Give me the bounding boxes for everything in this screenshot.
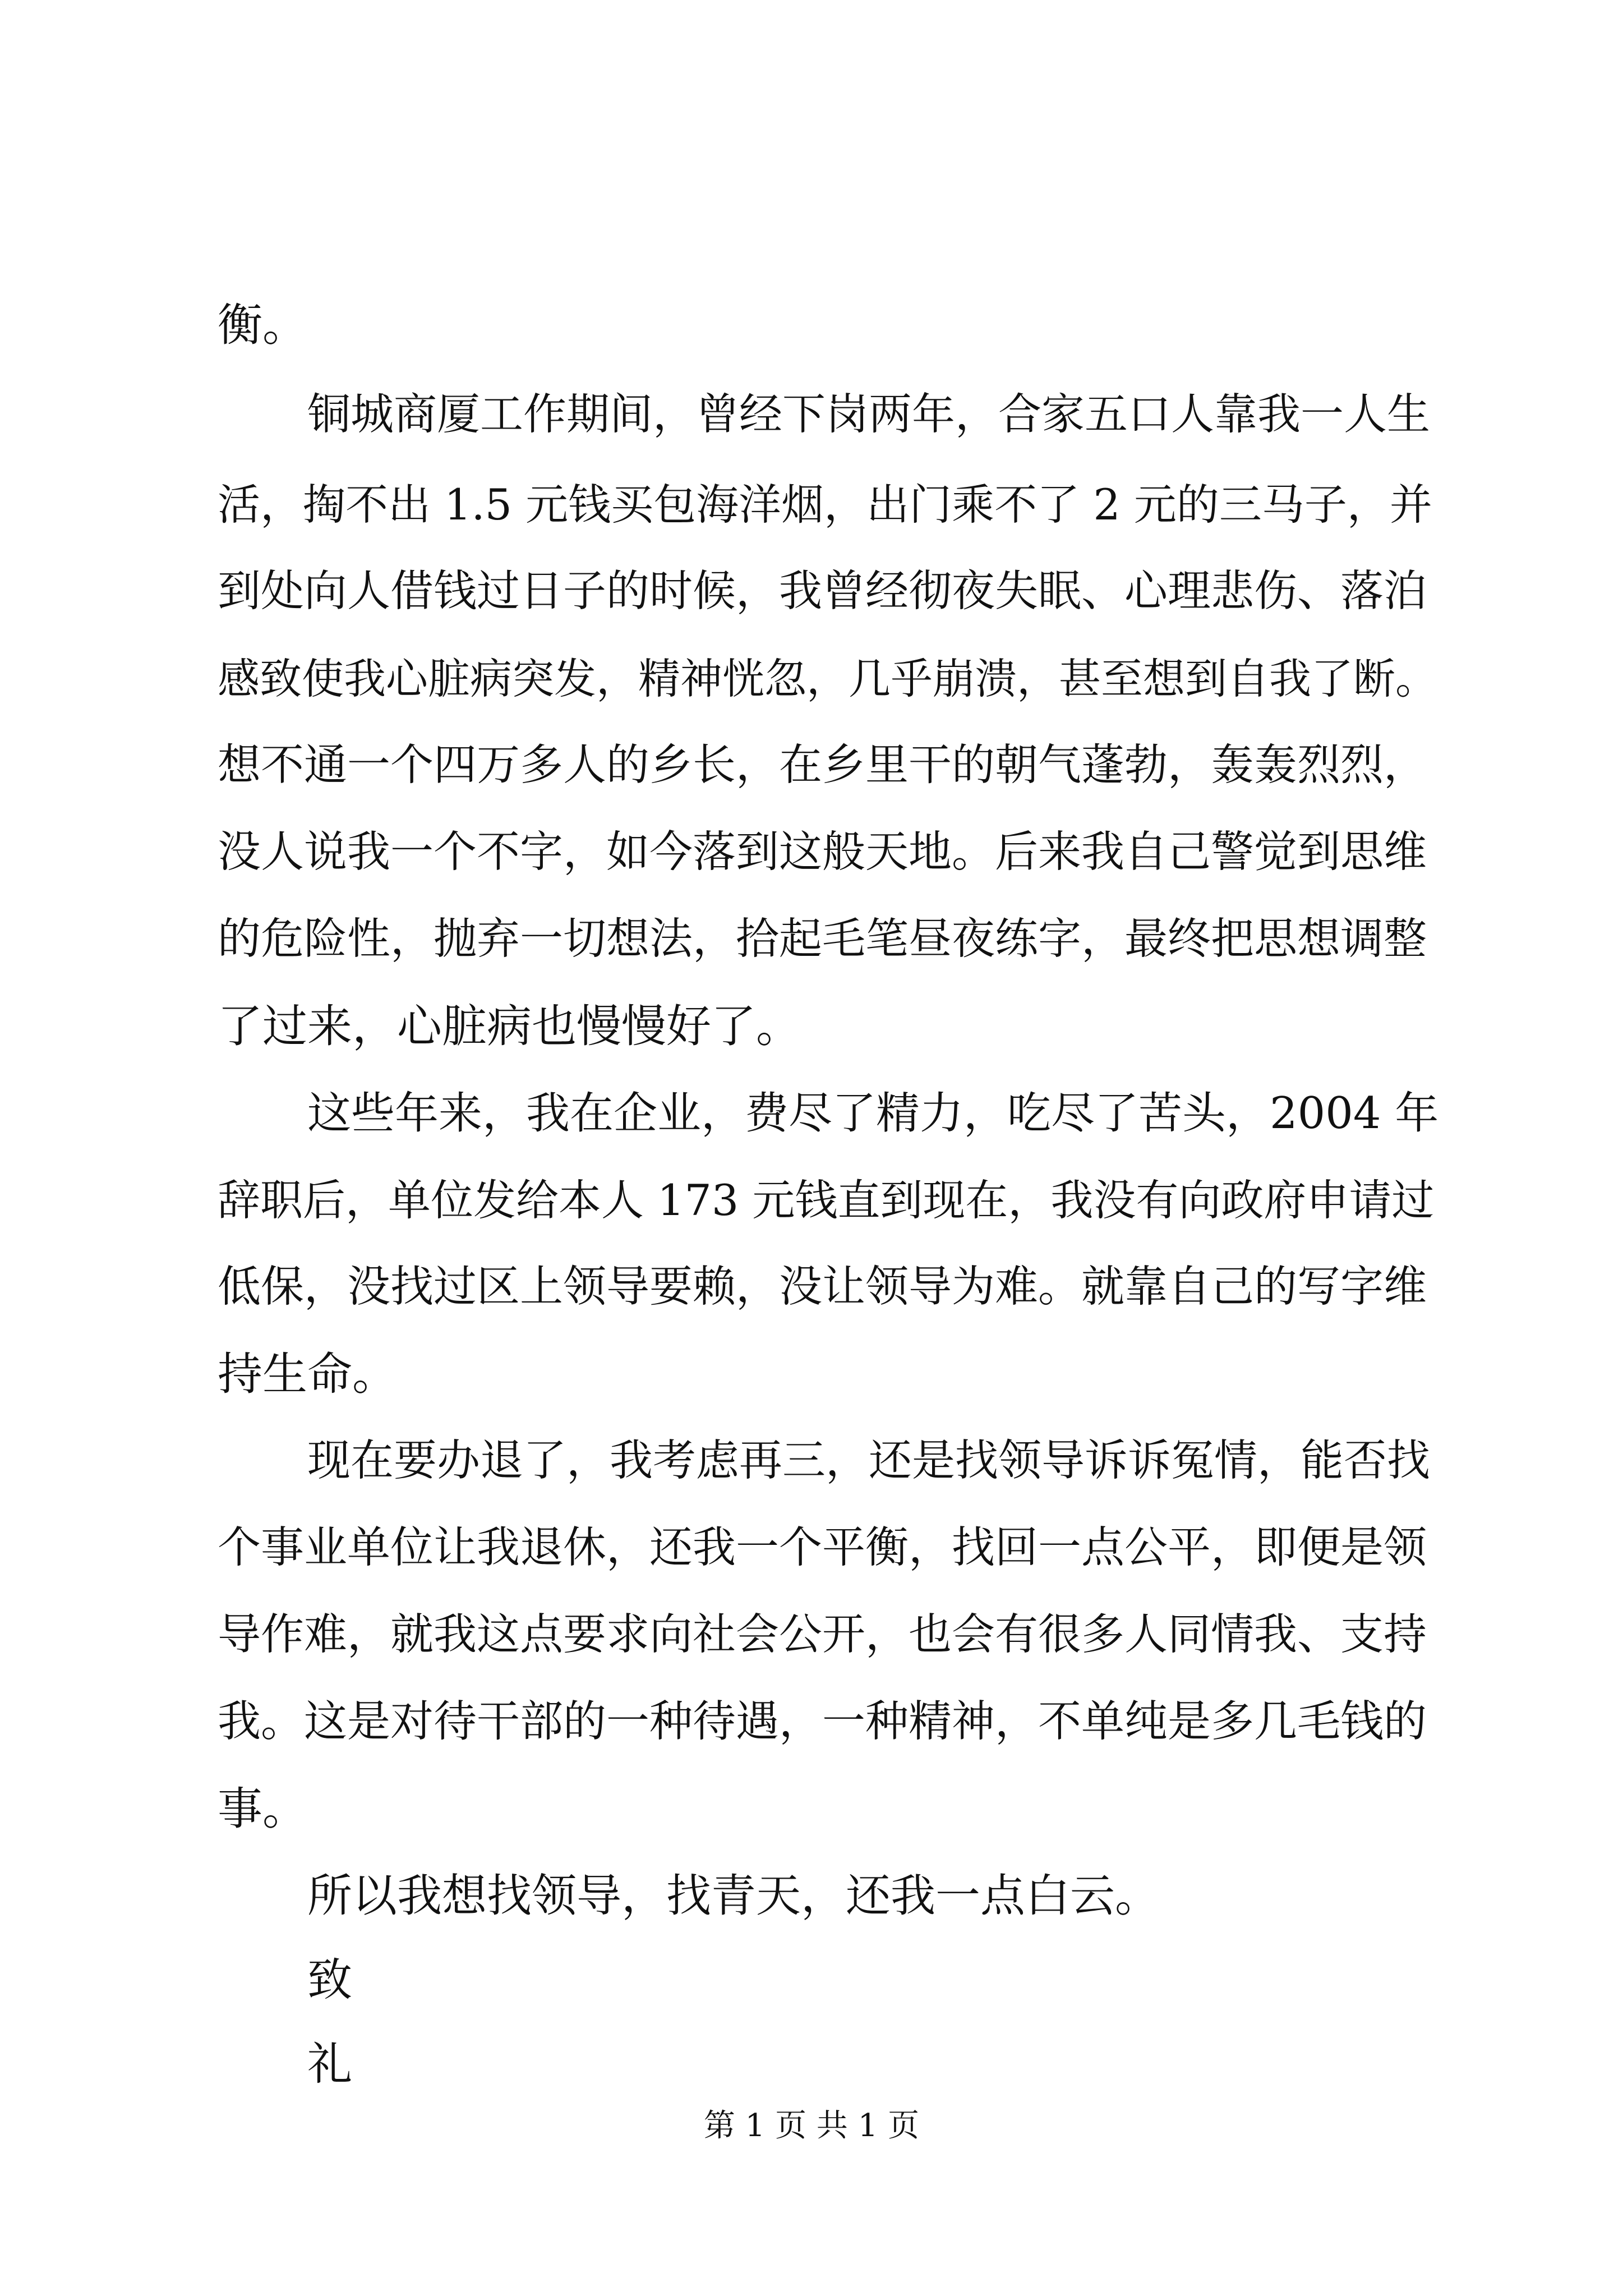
text-line: 现在要办退了，我考虑再三，还是找领导诉诉冤情，能否找 [307, 1436, 1430, 1486]
text-line: 持生命。 [218, 1348, 397, 1400]
text-line: 铜城商厦工作期间，曾经下岗两年，合家五口人靠我一人生 [307, 390, 1430, 440]
text-line: 礼 [307, 2038, 352, 2090]
text-line: 想不通一个四万多人的乡长，在乡里干的朝气蓬勃，轰轰烈烈， [218, 740, 1427, 790]
text-line: 所以我想找领导，找青天，还我一点白云。 [307, 1870, 1160, 1922]
text-line: 低保，没找过区上领导要赖，没让领导为难。就靠自己的写字维 [218, 1262, 1427, 1312]
text-line: 我。这是对待干部的一种待遇，一种精神，不单纯是多几毛钱的 [218, 1697, 1427, 1747]
text-line: 个事业单位让我退休，还我一个平衡，找回一点公平，即便是领 [218, 1523, 1427, 1573]
text-line: 导作难，就我这点要求向社会公开，也会有很多人同情我、支持 [218, 1610, 1427, 1660]
text-line: 感致使我心脏病突发，精神恍忽，几乎崩溃，甚至想到自我了断。 [218, 654, 1438, 703]
text-line: 了过来，心脏病也慢慢好了。 [218, 1000, 801, 1052]
text-line: 到处向人借钱过日子的时候，我曾经彻夜失眠、心理悲伤、落泊 [218, 567, 1427, 616]
page-footer: 第 1 页 共 1 页 [703, 2108, 920, 2144]
text-line: 事。 [218, 1783, 307, 1835]
text-line: 致 [307, 1954, 352, 2006]
text-line: 这些年来，我在企业，费尽了精力，吃尽了苦头，2004 年 [307, 1088, 1439, 1139]
text-line: 辞职后，单位发给本人 173 元钱直到现在，我没有向政府申请过 [218, 1175, 1435, 1225]
text-line: 没人说我一个不字，如今落到这般天地。后来我自己警觉到思维 [218, 827, 1427, 877]
text-line: 活，掏不出 1.5 元钱买包海洋烟，出门乘不了 2 元的三马子，并 [218, 480, 1432, 530]
text-line: 衡。 [218, 299, 307, 351]
text-line: 的危险性，抛弃一切想法，拾起毛笔昼夜练字，最终把思想调整 [218, 914, 1427, 964]
